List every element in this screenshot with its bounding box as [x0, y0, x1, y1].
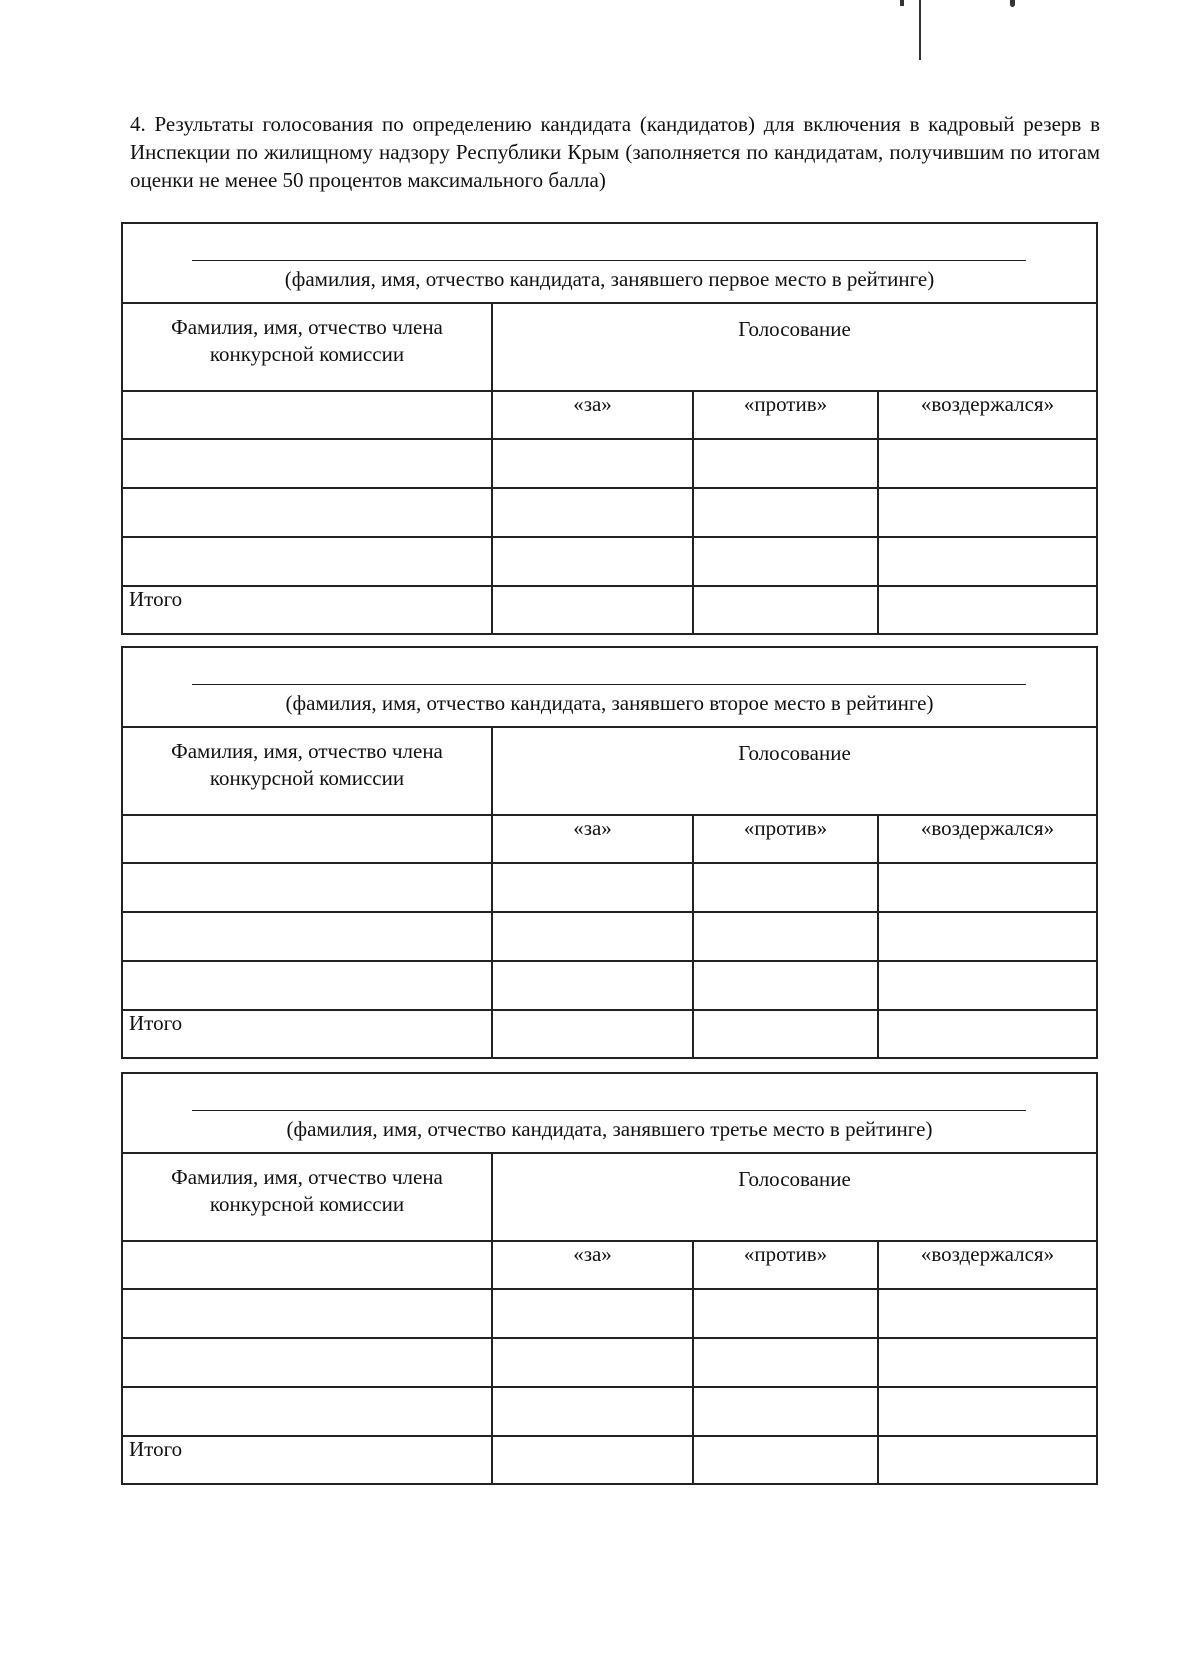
vote-cell[interactable] [878, 1289, 1096, 1338]
member-cell[interactable] [123, 1387, 492, 1436]
header-row [123, 304, 1096, 391]
empty-cell[interactable] [123, 1241, 492, 1289]
vote-cell[interactable] [693, 1289, 878, 1338]
voting-header: Голосование [492, 304, 1096, 391]
candidate-name-field [123, 1074, 1096, 1154]
total-row [123, 586, 1096, 633]
total-cell[interactable] [492, 1436, 693, 1483]
member-header: Фамилия, имя, отчество члена конкурсной комиссии [123, 728, 492, 815]
member-cell[interactable] [123, 961, 492, 1010]
member-row [123, 1387, 1096, 1436]
vote-cell[interactable] [878, 863, 1096, 912]
vote-cell[interactable] [693, 961, 878, 1010]
vote-cell[interactable] [693, 1338, 878, 1387]
header-row [123, 728, 1096, 815]
vote-cell[interactable] [878, 1338, 1096, 1387]
total-cell[interactable] [878, 1436, 1096, 1483]
option-za: «за» [492, 391, 693, 439]
vote-cell[interactable] [693, 488, 878, 537]
vote-cell[interactable] [693, 912, 878, 961]
total-label: Итого [123, 1010, 492, 1057]
option-protiv: «против» [693, 391, 878, 439]
total-label: Итого [123, 586, 492, 633]
member-row [123, 863, 1096, 912]
vote-cell[interactable] [492, 863, 693, 912]
candidate-name-field [123, 648, 1096, 728]
total-cell[interactable] [693, 586, 878, 633]
voting-table-first [121, 222, 1098, 635]
scan-dot [1010, 0, 1015, 7]
candidate-name-line[interactable] [192, 684, 1026, 685]
member-cell[interactable] [123, 1338, 492, 1387]
total-cell[interactable] [492, 1010, 693, 1057]
options-row [123, 1241, 1096, 1289]
empty-cell[interactable] [123, 815, 492, 863]
option-za: «за» [492, 815, 693, 863]
member-cell[interactable] [123, 912, 492, 961]
candidate-name-field [123, 224, 1096, 304]
member-cell[interactable] [123, 1289, 492, 1338]
vote-cell[interactable] [492, 1387, 693, 1436]
votes-grid [123, 1154, 1096, 1483]
vote-cell[interactable] [878, 488, 1096, 537]
total-label: Итого [123, 1436, 492, 1483]
member-cell[interactable] [123, 488, 492, 537]
total-cell[interactable] [693, 1436, 878, 1483]
member-cell[interactable] [123, 537, 492, 586]
member-row [123, 1338, 1096, 1387]
header-row [123, 1154, 1096, 1241]
member-row [123, 537, 1096, 586]
vote-cell[interactable] [492, 1289, 693, 1338]
options-row [123, 391, 1096, 439]
total-cell[interactable] [878, 586, 1096, 633]
option-vozderzhalsya: «воздержался» [878, 391, 1096, 439]
member-row [123, 961, 1096, 1010]
member-row [123, 488, 1096, 537]
option-protiv: «против» [693, 1241, 878, 1289]
total-row [123, 1436, 1096, 1483]
total-cell[interactable] [693, 1010, 878, 1057]
total-cell[interactable] [878, 1010, 1096, 1057]
candidate-caption: (фамилия, имя, отчество кандидата, занявшего второе место в рейтинге) [285, 691, 934, 715]
vote-cell[interactable] [492, 537, 693, 586]
option-vozderzhalsya: «воздержался» [878, 815, 1096, 863]
vote-cell[interactable] [878, 912, 1096, 961]
option-protiv: «против» [693, 815, 878, 863]
total-cell[interactable] [492, 586, 693, 633]
member-row [123, 912, 1096, 961]
voting-header: Голосование [492, 728, 1096, 815]
vote-cell[interactable] [693, 537, 878, 586]
vote-cell[interactable] [492, 961, 693, 1010]
scan-dot [900, 0, 904, 6]
vote-cell[interactable] [693, 439, 878, 488]
scan-line [919, 0, 921, 60]
member-cell[interactable] [123, 439, 492, 488]
candidate-caption: (фамилия, имя, отчество кандидата, занявшего первое место в рейтинге) [284, 267, 935, 291]
member-header: Фамилия, имя, отчество члена конкурсной комиссии [123, 1154, 492, 1241]
options-row [123, 815, 1096, 863]
member-row [123, 1289, 1096, 1338]
vote-cell[interactable] [693, 1387, 878, 1436]
vote-cell[interactable] [878, 537, 1096, 586]
section-intro: 4. Результаты голосования по определению кандидата (кандидатов) для включения в кадровый резерв в Инспекции по жилищному надзору Республики Крым (заполняется по кандидатам, получившим по итогам оценки не менее 50 процентов максимального балла) [130, 112, 1100, 192]
vote-cell[interactable] [492, 439, 693, 488]
vote-cell[interactable] [492, 1338, 693, 1387]
voting-header: Голосование [492, 1154, 1096, 1241]
candidate-name-line[interactable] [192, 1110, 1026, 1111]
empty-cell[interactable] [123, 391, 492, 439]
vote-cell[interactable] [878, 439, 1096, 488]
voting-table-second [121, 646, 1098, 1059]
member-cell[interactable] [123, 863, 492, 912]
vote-cell[interactable] [878, 961, 1096, 1010]
votes-grid [123, 304, 1096, 633]
vote-cell[interactable] [878, 1387, 1096, 1436]
member-header: Фамилия, имя, отчество члена конкурсной комиссии [123, 304, 492, 391]
voting-table-third [121, 1072, 1098, 1485]
vote-cell[interactable] [492, 912, 693, 961]
option-vozderzhalsya: «воздержался» [878, 1241, 1096, 1289]
vote-cell[interactable] [492, 488, 693, 537]
member-row [123, 439, 1096, 488]
vote-cell[interactable] [693, 863, 878, 912]
total-row [123, 1010, 1096, 1057]
candidate-name-line[interactable] [192, 260, 1026, 261]
candidate-caption: (фамилия, имя, отчество кандидата, занявшего третье место в рейтинге) [286, 1117, 933, 1141]
scan-marks [880, 0, 1030, 70]
option-za: «за» [492, 1241, 693, 1289]
votes-grid [123, 728, 1096, 1057]
